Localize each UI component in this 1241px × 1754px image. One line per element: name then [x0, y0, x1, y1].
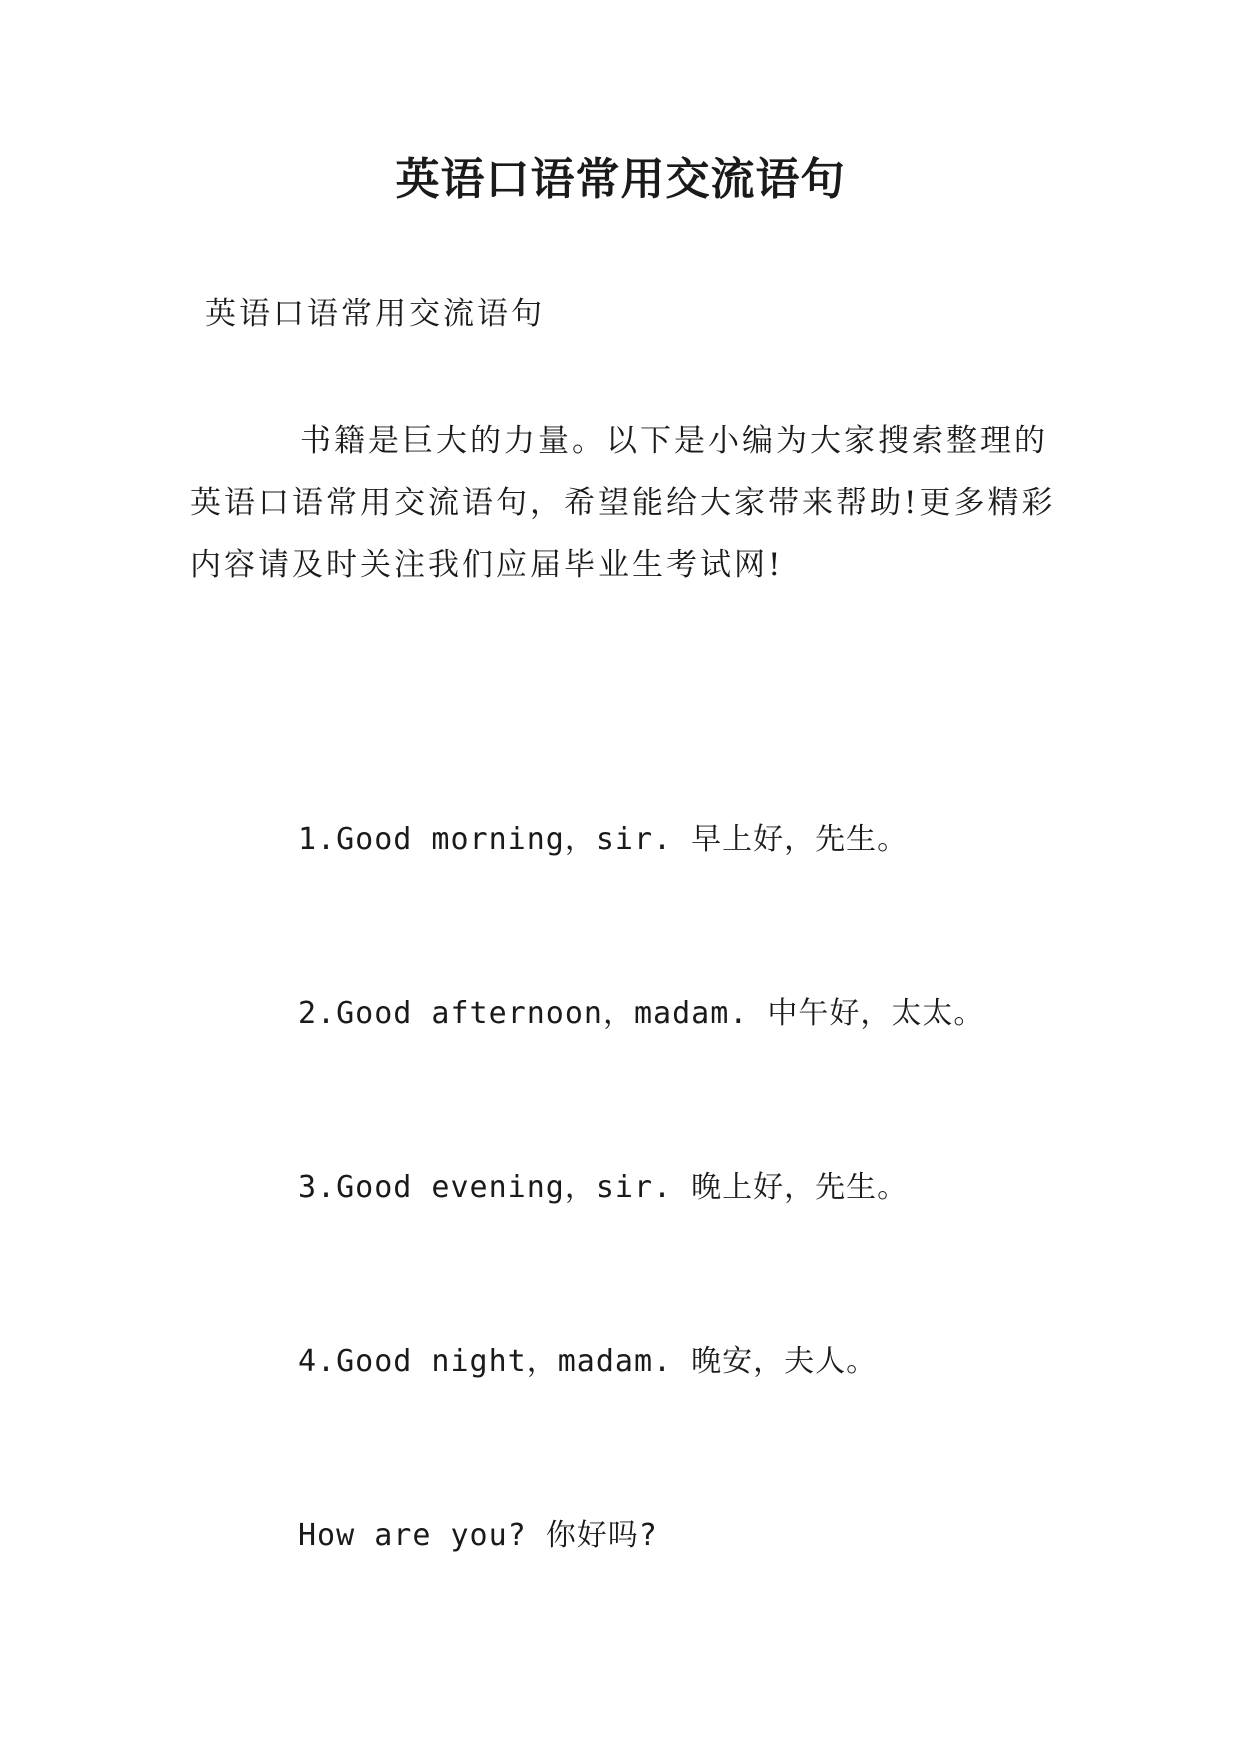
page-title: 英语口语常用交流语句 [395, 154, 846, 205]
phrase-line-2: 2.Good afternoon，madam. 中午好，太太。 [298, 996, 985, 1031]
phrase-line-5: How are you? 你好吗? [298, 1518, 658, 1553]
phrase-line-4: 4.Good night，madam. 晚安，夫人。 [298, 1344, 878, 1379]
intro-paragraph: 书籍是巨大的力量。以下是小编为大家搜索整理的英语口语常用交流语句，希望能给大家带来帮助!更多精彩内容请及时关注我们应届毕业生考试网! [190, 423, 1056, 583]
phrase-line-3: 3.Good evening，sir. 晚上好，先生。 [298, 1170, 909, 1205]
document-subtitle: 英语口语常用交流语句 [205, 296, 545, 332]
phrase-line-1: 1.Good morning，sir. 早上好，先生。 [298, 822, 909, 857]
